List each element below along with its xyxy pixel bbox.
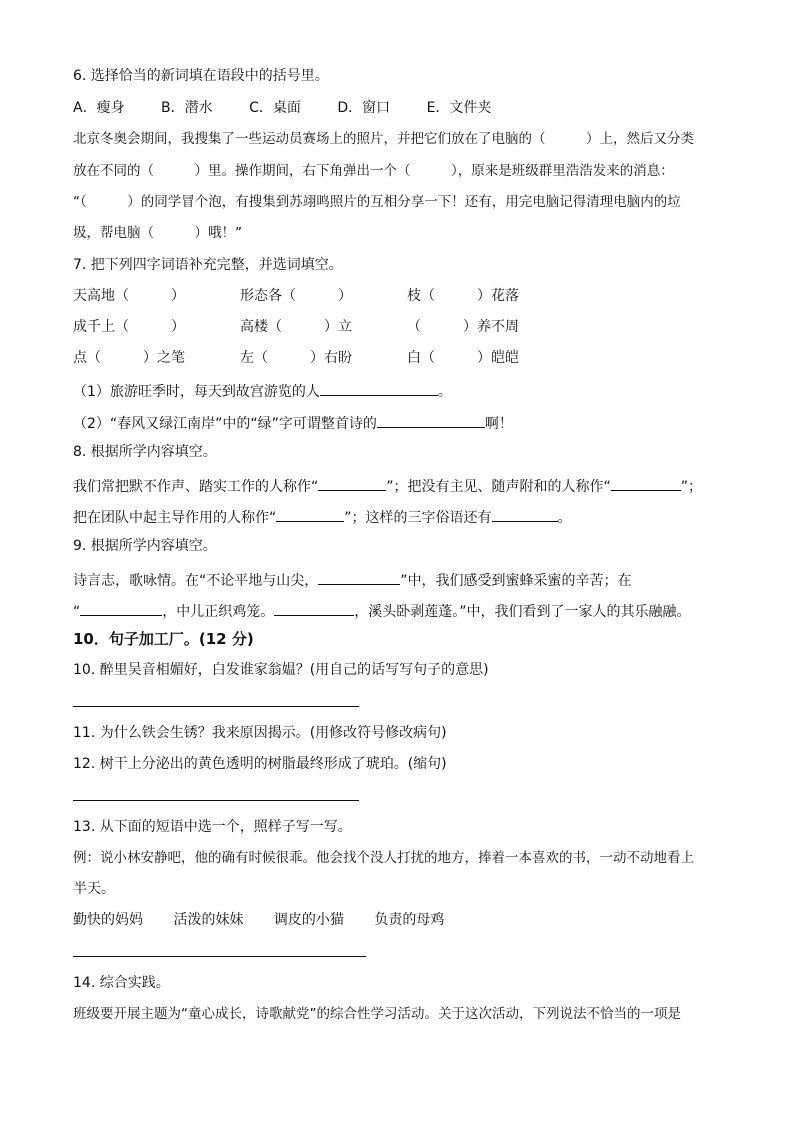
phrase-option: 勤快的妈妈 — [73, 912, 143, 928]
q8-line-1: 我们常把默不作声、踏实工作的人称作“ ”；把没有主见、随声附和的人称作“ ”； — [73, 476, 702, 495]
q7-idiom: 天高地（ ） — [73, 288, 185, 304]
answer-blank[interactable] — [276, 507, 344, 522]
q13-example-line-1: 例：说小林安静吧，他的确有时候很乖。他会找个没人打扰的地方，捧着一本喜欢的书，一动不动地看上 — [73, 850, 694, 866]
q9-line-2: “ ，中儿正织鸡笼。 ，溪头卧剥莲蓬。”中，我们看到了一家人的其乐融融。 — [73, 601, 691, 620]
q7-idiom: 高楼（ ）立 — [240, 319, 352, 335]
phrase-option: 负责的母鸡 — [374, 912, 445, 928]
q6-option-e: E．文件夹 — [426, 100, 492, 116]
q7-idiom: 成千上（ ） — [73, 319, 185, 335]
q11-prompt: 11. 为什么铁会生锈？我来原因揭示。(用修改符号修改病句) — [73, 725, 447, 741]
q7-title: 7. 把下列四字词语补充完整，并选词填空。 — [73, 257, 343, 273]
q6-options — [73, 100, 491, 116]
q13-phrases — [73, 912, 470, 928]
q7-idiom: 左（ ）右盼 — [240, 350, 352, 366]
answer-blank[interactable] — [492, 507, 558, 522]
q6-option-d: D．窗口 — [337, 100, 391, 116]
q6-passage-line-3: “（ ）的同学冒个泡，有搜集到苏翊鸣照片的互相分享一下！还有，用完电脑记得清理电脑内的垃 — [73, 194, 681, 210]
answer-line[interactable] — [73, 956, 366, 957]
q7-idiom: 枝（ ）花落 — [407, 288, 519, 304]
answer-blank[interactable] — [320, 381, 438, 396]
q7-idiom: （ ）养不周 — [407, 319, 519, 335]
q6-option-c: C．桌面 — [249, 100, 301, 116]
q14-line: 班级要开展主题为“童心成长，诗歌献党”的综合性学习活动。关于这次活动，下列说法不恰当的一项是 — [73, 1006, 681, 1022]
q13-title: 13. 从下面的短语中选一个，照样子写一写。 — [73, 819, 352, 835]
q12-prompt: 12. 树干上分泌出的黄色透明的树脂最终形成了琥珀。(缩句) — [73, 756, 447, 772]
q14-title: 14. 综合实践。 — [73, 975, 170, 991]
q13-example-line-2: 半天。 — [73, 881, 115, 897]
q6-option-a: A．瘦身 — [73, 100, 125, 116]
answer-blank[interactable] — [80, 601, 162, 616]
answer-blank[interactable] — [611, 476, 681, 491]
q8-title: 8. 根据所学内容填空。 — [73, 444, 217, 460]
q7-idiom: 白（ ）皑皑 — [407, 350, 519, 366]
q7-sub-1: （1）旅游旺季时，每天到故宫游览的人 。 — [73, 381, 452, 400]
q8-line-2: 把在团队中起主导作用的人称作“ ”；这样的三字俗语还有 。 — [73, 507, 572, 526]
q7-sub-2: （2）“春风又绿江南岸”中的“绿”字可谓整首诗的 啊！ — [73, 413, 513, 432]
phrase-option: 活泼的妹妹 — [173, 912, 244, 928]
q6-title: 6. 选择恰当的新词填在语段中的括号里。 — [73, 68, 329, 84]
section-heading: 10．句子加工厂。(12 分) — [73, 630, 254, 648]
q7-idiom: 点（ ）之笔 — [73, 350, 185, 366]
answer-blank[interactable] — [318, 476, 386, 491]
answer-line[interactable] — [73, 800, 359, 801]
q9-title: 9. 根据所学内容填空。 — [73, 538, 217, 554]
q6-passage-line-4: 圾，帮电脑（ ）哦！” — [73, 225, 242, 241]
answer-blank[interactable] — [377, 413, 485, 428]
answer-line[interactable] — [73, 706, 359, 707]
q10-prompt: 10. 醉里吴音相媚好，白发谁家翁媪？(用自己的话写写句子的意思) — [73, 662, 489, 678]
q9-line-1: 诗言志，歌咏情。在“不论平地与山尖， ”中，我们感受到蜜蜂采蜜的辛苦；在 — [73, 570, 632, 589]
q6-passage-line-2: 放在不同的（ ）里。操作期间，右下角弹出一个（ ），原来是班级群里浩浩发来的消息： — [73, 163, 674, 179]
phrase-option: 调皮的小猫 — [273, 912, 344, 928]
answer-blank[interactable] — [318, 570, 400, 585]
q6-passage-line-1: 北京冬奥会期间，我搜集了一些运动员赛场上的照片，并把它们放在了电脑的（ ）上，然后又分类 — [73, 131, 694, 147]
q7-idiom: 形态各（ ） — [240, 288, 352, 304]
answer-blank[interactable] — [274, 601, 354, 616]
q6-option-b: B．潜水 — [161, 100, 213, 116]
